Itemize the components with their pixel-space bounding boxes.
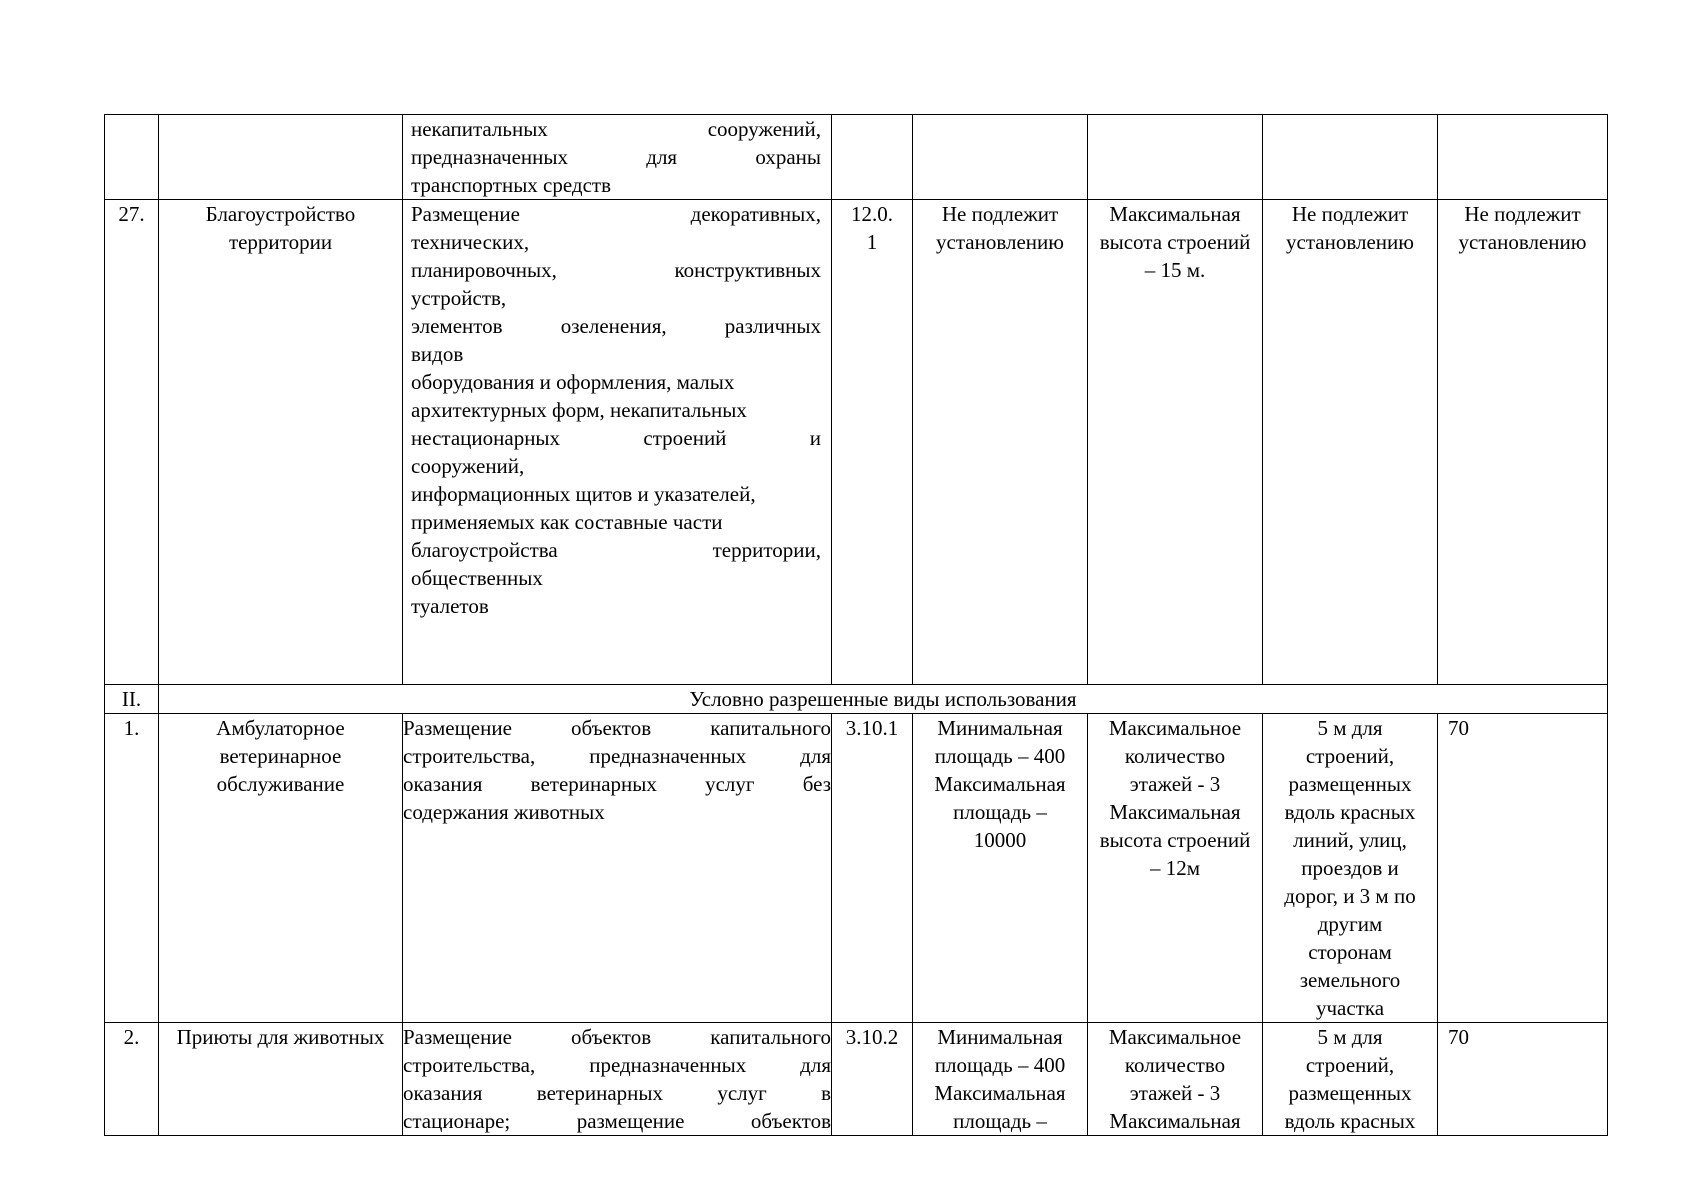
building-parameters-line: – 12м: [1149, 856, 1201, 880]
description-line: благоустройства территории,: [411, 538, 821, 562]
description-line: некапитальных сооружений,: [411, 117, 821, 141]
classifier-code: [832, 1023, 913, 1136]
setback-distance-line: дорог, и 3 м по: [1284, 884, 1416, 908]
setback-distance-line: размещенных: [1288, 1081, 1412, 1105]
description-line: планировочных, конструктивных: [411, 258, 821, 282]
row-number: [105, 115, 159, 200]
use-type-name: [159, 714, 403, 1023]
setback-distance-line: 5 м для: [1317, 1025, 1383, 1049]
setback-distance: [1263, 1023, 1438, 1136]
building-parameters-line: количество: [1124, 744, 1226, 768]
use-type-name: [159, 115, 403, 200]
setback-distance-line: линий, улиц,: [1293, 828, 1407, 852]
coverage-percent: [1438, 115, 1608, 200]
setback-distance-line: сторонам: [1308, 940, 1392, 964]
plot-size-limits-line: Не подлежит: [941, 202, 1059, 226]
row-number: 27.: [105, 200, 159, 685]
description-line: туалетов: [411, 594, 489, 618]
description-line: оказания ветеринарных услуг без: [403, 772, 831, 796]
description-line: видов: [411, 342, 464, 366]
classifier-code-line: 1: [866, 230, 878, 254]
description-line: оборудования и оформления, малых: [411, 370, 735, 394]
plot-size-limits-line: площадь –: [953, 1109, 1047, 1133]
setback-distance-line: проездов и: [1301, 856, 1399, 880]
plot-size-limits-line: Минимальная: [937, 716, 1063, 740]
description-line: элементов озеленения, различных: [411, 314, 821, 338]
plot-size-limits-line: 10000: [973, 828, 1027, 852]
classifier-code-line: 3.10.1: [845, 716, 899, 740]
setback-distance: [1263, 200, 1438, 685]
description-line: нестационарных строений и: [411, 426, 821, 450]
use-type-name-line: территории: [228, 230, 333, 254]
classifier-code-line: 12.0.: [851, 202, 893, 226]
use-type-description: [403, 115, 832, 200]
description-line: Размещение декоративных,: [411, 202, 821, 226]
description-line: устройств,: [411, 286, 507, 310]
setback-distance-line: установлению: [1286, 230, 1414, 254]
section-title: Условно разрешенные виды использования: [159, 685, 1608, 714]
table-row: [105, 714, 1608, 1023]
setback-distance-line: размещенных: [1288, 772, 1412, 796]
building-parameters: [1088, 200, 1263, 685]
use-type-name-line: Амбулаторное: [216, 716, 345, 740]
description-line: транспортных средств: [411, 173, 612, 197]
setback-distance-line: вдоль красных: [1284, 800, 1416, 824]
coverage-percent-line: 70: [1448, 716, 1469, 740]
use-type-name: [159, 200, 403, 685]
plot-size-limits: [913, 714, 1088, 1023]
building-parameters-line: Максимальная: [1109, 800, 1241, 824]
use-type-description: [403, 1023, 832, 1136]
use-type-name-line: ветеринарное: [219, 744, 342, 768]
description-line: общественных: [411, 566, 543, 590]
use-type-name-line: обслуживание: [216, 772, 345, 796]
building-parameters: [1088, 1023, 1263, 1136]
plot-size-limits: [913, 200, 1088, 685]
table-row: [105, 1023, 1608, 1136]
description-line: стационаре; размещение объектов: [403, 1109, 831, 1133]
setback-distance-line: строений,: [1305, 1053, 1395, 1077]
use-type-name-line: Благоустройство: [205, 202, 356, 226]
building-parameters-line: этажей - 3: [1129, 1081, 1221, 1105]
plot-size-limits: [913, 115, 1088, 200]
plot-size-limits-line: Максимальная: [934, 1081, 1066, 1105]
plot-size-limits: [913, 1023, 1088, 1136]
building-parameters: [1088, 714, 1263, 1023]
description-line: содержания животных: [403, 800, 605, 824]
classifier-code: [832, 200, 913, 685]
plot-size-limits-line: Максимальная: [934, 772, 1066, 796]
use-type-description: [403, 200, 832, 685]
table-row: [105, 200, 1608, 685]
description-line: информационных щитов и указателей,: [411, 482, 756, 506]
setback-distance-line: Не подлежит: [1291, 202, 1409, 226]
setback-distance: [1263, 115, 1438, 200]
setback-distance-line: другим: [1317, 912, 1383, 936]
plot-size-limits-line: установлению: [936, 230, 1064, 254]
row-number: 2.: [105, 1023, 159, 1136]
building-parameters-line: этажей - 3: [1129, 772, 1221, 796]
description-line: строительства, предназначенных для: [403, 1053, 831, 1077]
building-parameters-line: высота строений: [1099, 828, 1251, 852]
description-line: технических,: [411, 230, 530, 254]
land-use-table: [104, 114, 1608, 1136]
building-parameters-line: – 15 м.: [1144, 258, 1206, 282]
setback-distance-line: строений,: [1305, 744, 1395, 768]
building-parameters: [1088, 115, 1263, 200]
description-line: сооружений,: [411, 454, 525, 478]
description-line: оказания ветеринарных услуг в: [403, 1081, 831, 1105]
section-row: [105, 685, 1608, 714]
table-row: [105, 115, 1608, 200]
plot-size-limits-line: площадь –: [953, 800, 1047, 824]
building-parameters-line: Максимальная: [1109, 1109, 1241, 1133]
building-parameters-line: высота строений: [1099, 230, 1251, 254]
building-parameters-line: Максимальное: [1108, 1025, 1242, 1049]
plot-size-limits-line: площадь – 400: [934, 744, 1066, 768]
setback-distance-line: участка: [1315, 996, 1385, 1020]
building-parameters-line: количество: [1124, 1053, 1226, 1077]
plot-size-limits-line: площадь – 400: [934, 1053, 1066, 1077]
row-number: 1.: [105, 714, 159, 1023]
coverage-percent-line: Не подлежит: [1464, 202, 1581, 226]
use-type-description: [403, 714, 832, 1023]
coverage-percent: [1438, 714, 1608, 1023]
classifier-code: [832, 714, 913, 1023]
use-type-name: [159, 1023, 403, 1136]
description-line: предназначенных для охраны: [411, 145, 821, 169]
setback-distance: [1263, 714, 1438, 1023]
coverage-percent-line: 70: [1448, 1025, 1469, 1049]
plot-size-limits-line: Минимальная: [937, 1025, 1063, 1049]
description-line: архитектурных форм, некапитальных: [411, 398, 747, 422]
setback-distance-line: вдоль красных: [1284, 1109, 1416, 1133]
coverage-percent: [1438, 200, 1608, 685]
use-type-name-line: Приюты для животных: [176, 1025, 385, 1049]
description-line: применяемых как составные части: [411, 510, 723, 534]
description-line: строительства, предназначенных для: [403, 744, 831, 768]
classifier-code-line: 3.10.2: [845, 1025, 899, 1049]
coverage-percent-line: установлению: [1458, 230, 1587, 254]
section-number: II.: [105, 685, 159, 714]
description-line: Размещение объектов капитального: [403, 1025, 831, 1049]
building-parameters-line: Максимальное: [1108, 716, 1242, 740]
building-parameters-line: Максимальная: [1109, 202, 1241, 226]
classifier-code: [832, 115, 913, 200]
setback-distance-line: земельного: [1299, 968, 1401, 992]
setback-distance-line: 5 м для: [1317, 716, 1383, 740]
coverage-percent: [1438, 1023, 1608, 1136]
description-line: Размещение объектов капитального: [403, 716, 831, 740]
